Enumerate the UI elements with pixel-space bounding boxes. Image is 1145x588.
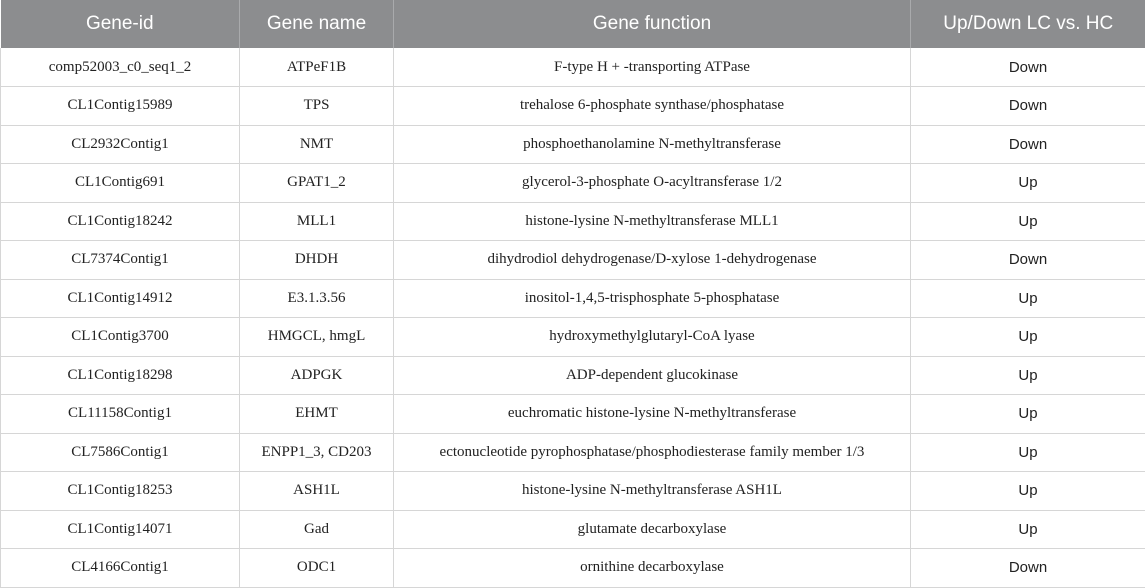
gene-id-cell: comp52003_c0_seq1_2 [1, 48, 240, 87]
regulation-cell: Up [911, 164, 1145, 203]
table-row [1, 510, 1145, 549]
regulation-cell: Up [911, 472, 1145, 511]
table-row [1, 549, 1145, 588]
gene-name-cell: MLL1 [240, 202, 394, 241]
regulation-cell: Up [911, 318, 1145, 357]
header-gene-name: Gene name [240, 0, 394, 48]
gene-function-cell: histone-lysine N-methyltransferase MLL1 [394, 202, 911, 241]
table-row [1, 202, 1145, 241]
table-row [1, 356, 1145, 395]
gene-id-cell: CL1Contig14071 [1, 510, 240, 549]
table-row [1, 87, 1145, 126]
table-row [1, 48, 1145, 87]
header-row [1, 0, 1145, 48]
gene-name-cell: ATPeF1B [240, 48, 394, 87]
table-row [1, 395, 1145, 434]
gene-name-cell: ADPGK [240, 356, 394, 395]
header-gene-id: Gene-id [1, 0, 240, 48]
regulation-cell: Up [911, 510, 1145, 549]
table-row [1, 125, 1145, 164]
gene-id-cell: CL1Contig3700 [1, 318, 240, 357]
gene-id-cell: CL1Contig18298 [1, 356, 240, 395]
gene-id-cell: CL11158Contig1 [1, 395, 240, 434]
gene-id-cell: CL2932Contig1 [1, 125, 240, 164]
regulation-cell: Up [911, 395, 1145, 434]
gene-id-cell: CL1Contig15989 [1, 87, 240, 126]
gene-function-cell: inositol-1,4,5-trisphosphate 5-phosphatase [394, 279, 911, 318]
table-header [1, 0, 1145, 48]
gene-function-cell: trehalose 6-phosphate synthase/phosphatase [394, 87, 911, 126]
gene-function-cell: F-type H + -transporting ATPase [394, 48, 911, 87]
header-up-down: Up/Down LC vs. HC [911, 0, 1145, 48]
table-row [1, 279, 1145, 318]
regulation-cell: Down [911, 241, 1145, 280]
table-row [1, 241, 1145, 280]
table-row [1, 433, 1145, 472]
gene-name-cell: DHDH [240, 241, 394, 280]
table-row [1, 318, 1145, 357]
gene-name-cell: ODC1 [240, 549, 394, 588]
header-gene-function: Gene function [394, 0, 911, 48]
regulation-cell: Down [911, 48, 1145, 87]
regulation-cell: Up [911, 279, 1145, 318]
gene-function-cell: ADP-dependent glucokinase [394, 356, 911, 395]
gene-id-cell: CL1Contig18242 [1, 202, 240, 241]
regulation-cell: Up [911, 356, 1145, 395]
gene-name-cell: GPAT1_2 [240, 164, 394, 203]
gene-id-cell: CL1Contig691 [1, 164, 240, 203]
gene-name-cell: Gad [240, 510, 394, 549]
gene-id-cell: CL1Contig18253 [1, 472, 240, 511]
gene-id-cell: CL4166Contig1 [1, 549, 240, 588]
table-row [1, 164, 1145, 203]
gene-name-cell: ENPP1_3, CD203 [240, 433, 394, 472]
regulation-cell: Down [911, 125, 1145, 164]
gene-name-cell: HMGCL, hmgL [240, 318, 394, 357]
gene-name-cell: TPS [240, 87, 394, 126]
gene-id-cell: CL1Contig14912 [1, 279, 240, 318]
gene-function-cell: dihydrodiol dehydrogenase/D-xylose 1-dehydrogenase [394, 241, 911, 280]
gene-function-cell: phosphoethanolamine N-methyltransferase [394, 125, 911, 164]
gene-function-cell: glutamate decarboxylase [394, 510, 911, 549]
gene-name-cell: E3.1.3.56 [240, 279, 394, 318]
gene-function-cell: ectonucleotide pyrophosphatase/phosphodiesterase family member 1/3 [394, 433, 911, 472]
gene-name-cell: ASH1L [240, 472, 394, 511]
table-row [1, 472, 1145, 511]
table-body [1, 48, 1145, 587]
gene-function-cell: euchromatic histone-lysine N-methyltransferase [394, 395, 911, 434]
gene-function-cell: ornithine decarboxylase [394, 549, 911, 588]
regulation-cell: Down [911, 549, 1145, 588]
gene-function-cell: hydroxymethylglutaryl-CoA lyase [394, 318, 911, 357]
gene-name-cell: NMT [240, 125, 394, 164]
regulation-cell: Down [911, 87, 1145, 126]
gene-function-cell: histone-lysine N-methyltransferase ASH1L [394, 472, 911, 511]
gene-name-cell: EHMT [240, 395, 394, 434]
gene-id-cell: CL7586Contig1 [1, 433, 240, 472]
gene-function-cell: glycerol-3-phosphate O-acyltransferase 1/2 [394, 164, 911, 203]
gene-id-cell: CL7374Contig1 [1, 241, 240, 280]
regulation-cell: Up [911, 202, 1145, 241]
regulation-cell: Up [911, 433, 1145, 472]
